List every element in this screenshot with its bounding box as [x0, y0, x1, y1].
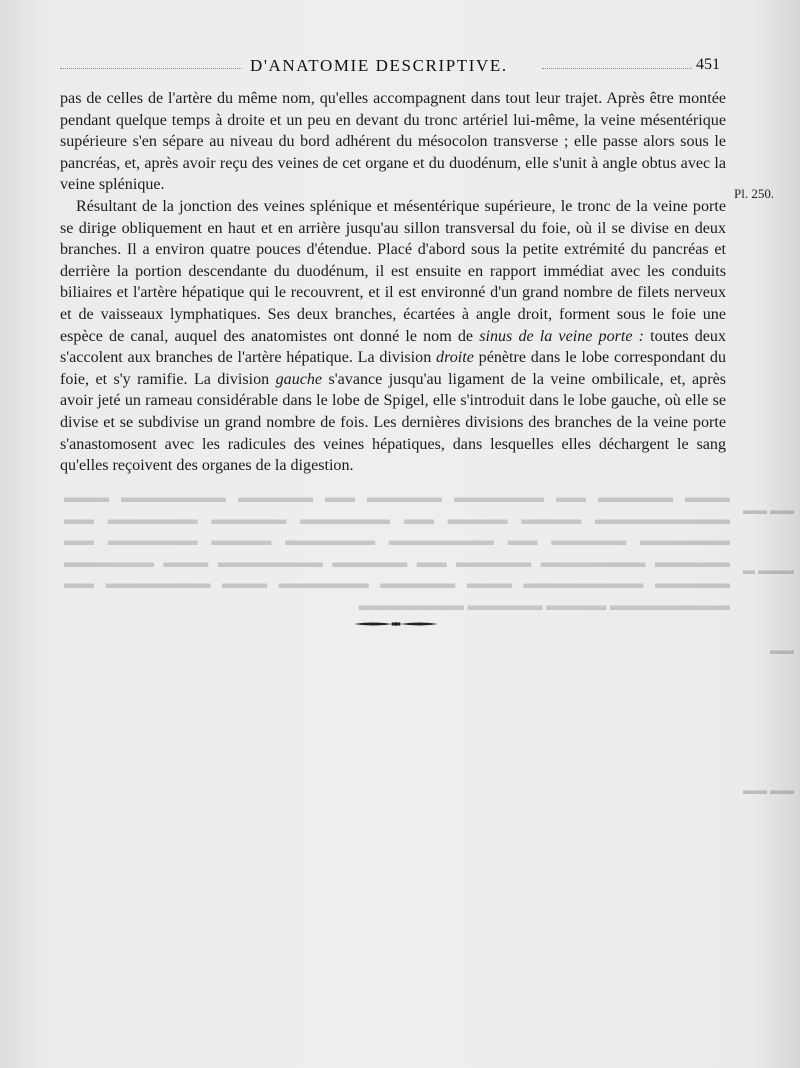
plate-reference-note: Pl. 250. — [734, 186, 775, 201]
running-title: D'ANATOMIE DESCRIPTIVE. — [250, 56, 508, 75]
show-through-texture: ▬▬▬ ▬▬▬▬▬ ▬▬ ▬▬▬▬▬▬ ▬▬▬▬▬ ▬▬ ▬▬▬▬▬ ▬▬▬▬▬▬▬ ▬▬▬ ▬▬▬▬▬▬▬▬▬ ▬▬▬▬ ▬▬▬▬ ▬▬ ▬▬▬▬▬▬ ▬▬▬▬▬ ▬▬▬▬▬▬ ▬▬ ▬▬▬▬▬▬ ▬▬▬▬▬ ▬▬ ▬▬▬▬▬▬▬ ▬▬▬▬▬▬ ▬▬▬▬ ▬▬▬▬▬▬ ▬▬ ▬▬▬▬▬ ▬▬▬▬▬▬▬ ▬▬▬▬▬ ▬▬ ▬▬▬▬▬ ▬▬▬▬▬▬▬ ▬▬▬ ▬▬▬▬▬▬ ▬▬▬▬▬ ▬▬▬▬▬▬▬▬ ▬▬▬ ▬▬▬▬▬ ▬▬▬▬▬▬ ▬▬▬ ▬▬▬▬▬▬▬ ▬▬ ▬▬▬▬▬▬▬▬ ▬▬▬▬ ▬▬▬▬▬ ▬▬▬▬▬▬▬ — [64, 490, 730, 614]
show-through-margin-texture: ▬▬ ▬▬ ▬▬▬ ▬ ▬▬ ▬▬ ▬▬ — [743, 503, 794, 797]
paragraph-2-text-b: toutes deux s'accolent aux branches de l'artère hépatique. La division — [60, 327, 727, 367]
paragraph-1 — [60, 88, 726, 196]
fleuron-ornament — [352, 619, 440, 629]
running-header — [60, 56, 740, 82]
paragraph-2-text-d: s'avance jusqu'au ligament de la veine ombilicale, et, après avoir jeté un rameau considérable dans le lobe de Spigel, elle s'introduit dans le lobe gauche, où elle se divise et se subdivise un grand nombre de fois. Les dernières divisions des branches de la veine porte s'anastomosent avec les radicules des veines hépatiques, dans lesquelles elles déchargent le sang qu'elles reçoivent des organes de la digestion. — [60, 370, 726, 475]
header-dotted-rule-left — [60, 68, 242, 69]
paragraph-1-text: pas de celles de l'artère du même nom, qu'elles accompagnent dans tout leur trajet. Après être montée pendant quelque temps à droite et un peu en devant du tronc artériel lui-même, la veine mésentérique supérieure s'en sépare au niveau du bord adhérent du mésocolon transverse ; elle passe alors sous le pancréas, et, après avoir reçu des veines de cet organe et du duodénum, elle s'unit à angle obtus avec la veine splénique. — [60, 90, 726, 194]
italic-term-droite: droite — [436, 349, 474, 367]
italic-term-gauche: gauche — [275, 370, 323, 388]
paragraph-2 — [60, 196, 726, 477]
paragraph-2-text-a: Résultant de la jonction des veines splénique et mésentérique supérieure, le tronc de la veine porte se dirige obliquement en haut et en arrière jusqu'au sillon transversal du foie, où il se divise en deux branches. Il a environ quatre pouces d'étendue. Placé d'abord sous la petite extrémité du pancréas et derrière la portion descendante du duodénum, il est ensuite en rapport immédiat avec les conduits biliaires et l'artère hépatique qui le recouvrent, et il est environné d'un grand nombre de filets nerveux et de vaisseaux lymphatiques. Ses deux branches, écartées à angle droit, forment sous le foie une espèce de canal, auquel des anatomistes ont donné le nom de — [60, 197, 726, 345]
italic-term-sinus: sinus de la veine porte : — [479, 327, 644, 345]
paragraph-2-text-c: pénètre dans le lobe correspondant du foie, et s'y ramifie. La division — [60, 349, 726, 388]
header-dotted-rule-right — [542, 68, 692, 69]
page-number: 451 — [696, 56, 720, 73]
body-text — [60, 88, 726, 477]
